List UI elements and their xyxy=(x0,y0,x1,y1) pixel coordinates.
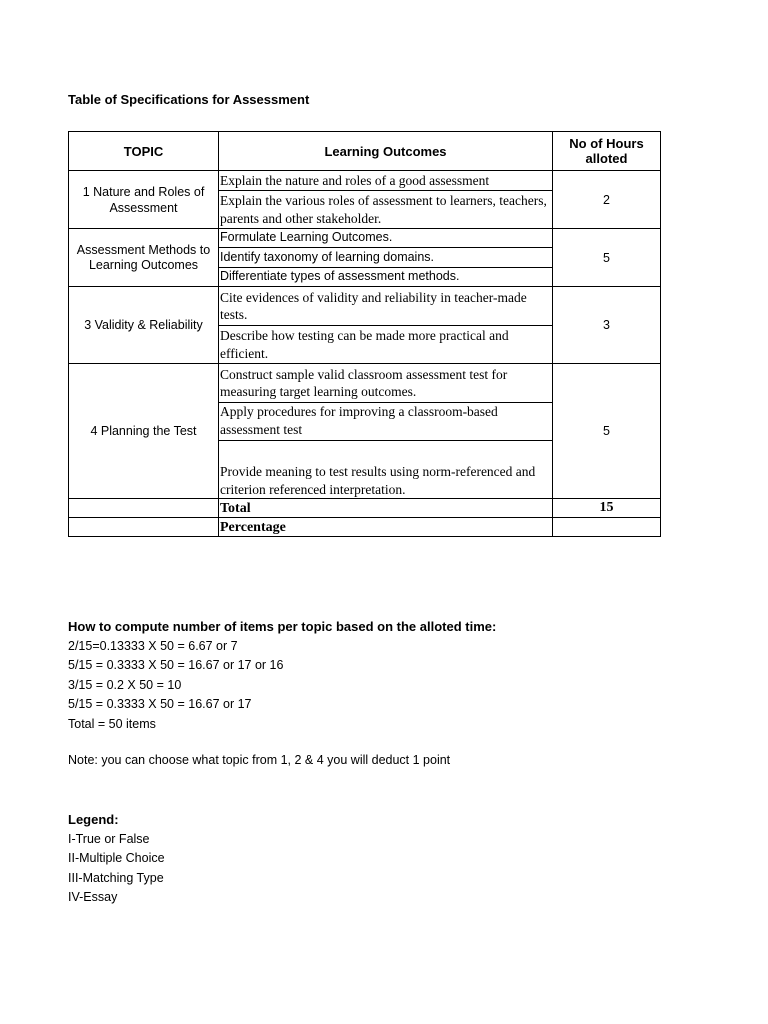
table-row xyxy=(69,364,661,403)
hours-cell: 2 xyxy=(553,171,661,229)
table-row xyxy=(69,171,661,191)
outcome-cell: Explain the nature and roles of a good assessment xyxy=(219,171,553,191)
topic-cell: Assessment Methods to Learning Outcomes xyxy=(69,229,219,287)
topic-cell: 4 Planning the Test xyxy=(69,364,219,499)
hours-cell: 5 xyxy=(553,229,661,287)
outcome-cell: Formulate Learning Outcomes. xyxy=(219,229,553,248)
table-row xyxy=(69,229,661,248)
empty-cell xyxy=(553,518,661,537)
empty-cell xyxy=(69,499,219,518)
topic-cell: 3 Validity & Reliability xyxy=(69,287,219,364)
legend-section xyxy=(68,810,165,908)
computation-line: 5/15 = 0.3333 X 50 = 16.67 or 17 xyxy=(68,697,252,711)
computation-section xyxy=(68,617,496,734)
note-text: Note: you can choose what topic from 1, 2 & 4 you will deduct 1 point xyxy=(68,753,451,767)
computation-line: 5/15 = 0.3333 X 50 = 16.67 or 17 or 16 xyxy=(68,658,284,672)
hours-cell: 5 xyxy=(553,364,661,499)
outcome-cell: Explain the various roles of assessment to learners, teachers, parents and other stakeholder. xyxy=(219,191,553,229)
topic-cell: 1 Nature and Roles of Assessment xyxy=(69,171,219,229)
table-row xyxy=(69,287,661,326)
outcome-cell: Apply procedures for improving a classroom-based assessment test xyxy=(219,403,553,441)
legend-item: III-Matching Type xyxy=(68,870,164,885)
total-value: 15 xyxy=(553,499,661,518)
legend-item: IV-Essay xyxy=(68,890,118,904)
total-row xyxy=(69,499,661,518)
hours-cell: 3 xyxy=(553,287,661,364)
computation-heading: How to compute number of items per topic based on the alloted time: xyxy=(68,619,497,634)
outcome-cell: Identify taxonomy of learning domains. xyxy=(219,248,553,268)
outcome-cell: Cite evidences of validity and reliability in teacher-made tests. xyxy=(219,287,553,326)
outcome-cell: Describe how testing can be made more practical and efficient. xyxy=(219,326,553,364)
percentage-row xyxy=(69,518,661,537)
percentage-label: Percentage xyxy=(219,518,553,537)
computation-total: Total = 50 items xyxy=(68,716,156,731)
legend-item: II-Multiple Choice xyxy=(68,851,165,865)
computation-line: 3/15 = 0.2 X 50 = 10 xyxy=(68,677,182,692)
header-topic: TOPIC xyxy=(69,132,219,171)
outcome-cell: Differentiate types of assessment methods. xyxy=(219,268,553,287)
outcome-cell: Provide meaning to test results using norm-referenced and criterion referenced interpretation. xyxy=(219,441,553,499)
header-hours: No of Hours alloted xyxy=(553,132,661,171)
legend-item: I-True or False xyxy=(68,831,150,846)
outcome-cell: Construct sample valid classroom assessment test for measuring target learning outcomes. xyxy=(219,364,553,403)
empty-cell xyxy=(69,518,219,537)
total-label: Total xyxy=(219,499,553,518)
specifications-table xyxy=(68,131,661,537)
table-header-row xyxy=(69,132,661,171)
document-title: Table of Specifications for Assessment xyxy=(68,92,310,107)
computation-line: 2/15=0.13333 X 50 = 6.67 or 7 xyxy=(68,638,238,653)
header-learning-outcomes: Learning Outcomes xyxy=(219,132,553,171)
legend-heading: Legend: xyxy=(68,812,119,827)
